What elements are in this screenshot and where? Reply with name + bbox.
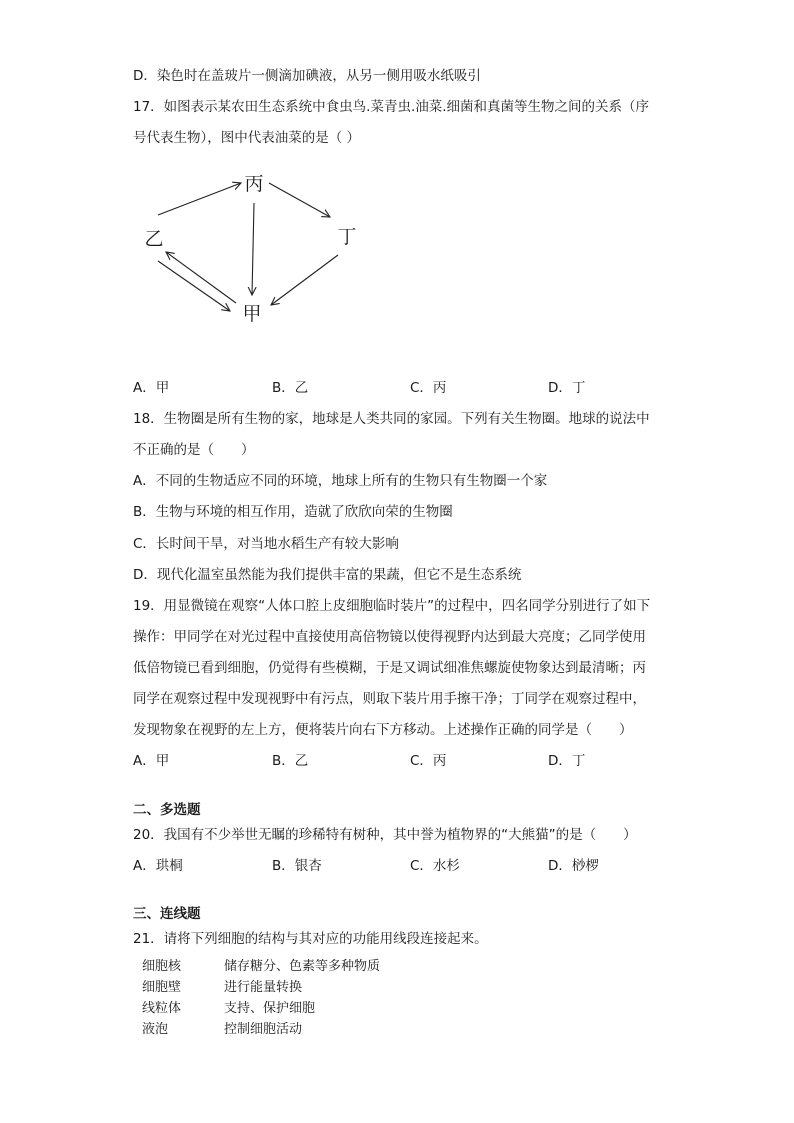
q19-stem-line1: 19．用显微镜在观察“人体口腔上皮细胞临时装片”的过程中，四名同学分别进行了如下 [133, 598, 651, 614]
match-function-label[interactable]: 控制细胞活动 [224, 1022, 303, 1037]
q17-options [133, 378, 693, 398]
arrow-bing-to-jia [252, 203, 254, 295]
node-yi: 乙 [144, 228, 164, 250]
q17-stem-line1: 17．如图表示某农田生态系统中食虫鸟.菜青虫.油菜.细菌和真菌等生物之间的关系（序 [133, 99, 650, 115]
q18-option-d[interactable]: D．现代化温室虽然能为我们提供丰富的果蔬，但它不是生态系统 [133, 567, 522, 583]
q17-option-c[interactable]: C．丙 [410, 380, 447, 396]
q19-option-d[interactable]: D．丁 [548, 753, 586, 769]
q17-stem-line2: 号代表生物），图中代表油菜的是（ ） [133, 130, 361, 146]
q17-option-b[interactable]: B．乙 [272, 380, 309, 396]
arrow-jia-to-yi [166, 252, 236, 303]
food-web-diagram [130, 165, 370, 335]
node-ding: 丁 [337, 226, 357, 248]
q17-option-d[interactable]: D．丁 [548, 380, 586, 396]
node-bing: 丙 [244, 173, 264, 195]
q20-stem: 20．我国有不少举世无瞩的珍稀特有树种，其中誉为植物界的“大熊猫”的是（ ） [133, 827, 637, 843]
arrow-ding-to-jia [271, 255, 338, 305]
q20-option-a[interactable]: A．珙桐 [133, 858, 183, 874]
arrow-bing-to-ding [269, 183, 330, 217]
match-structure-label[interactable]: 液泡 [142, 1022, 169, 1037]
match-structure-label[interactable]: 线粒体 [142, 1001, 182, 1016]
match-function-label[interactable]: 进行能量转换 [224, 980, 303, 995]
q18-stem-line2: 不正确的是（ ） [133, 442, 255, 458]
match-structure-label[interactable]: 细胞壁 [142, 980, 182, 995]
q18-option-c[interactable]: C．长时间干旱，对当地水稻生产有较大影响 [133, 536, 399, 552]
match-function-label[interactable]: 支持、保护细胞 [224, 1001, 316, 1016]
match-function-label[interactable]: 储存糖分、色素等多种物质 [224, 959, 381, 974]
q19-stem-line4: 同学在观察过程中发现视野中有污点，则取下装片用手擦干净；丁同学在观察过程中， [133, 691, 646, 707]
q19-stem-line5: 发现物象在视野的左上方，便将装片向右下方移动。上述操作正确的同学是（ ） [133, 722, 633, 738]
node-jia: 甲 [242, 303, 262, 325]
q18-stem-line1: 18．生物圈是所有生物的家，地球是人类共同的家园。下列有关生物圈。地球的说法中 [133, 411, 650, 427]
q20-option-d[interactable]: D．桫椤 [548, 858, 599, 874]
arrow-yi-to-bing [158, 183, 241, 215]
q18-option-b[interactable]: B．生物与环境的相互作用，造就了欣欣向荣的生物圈 [133, 504, 453, 520]
arrow-yi-to-jia [158, 261, 230, 311]
q16-option-d: D．染色时在盖玻片一侧滴加碘液，从另一侧用吸水纸吸引 [133, 68, 481, 84]
q19-stem-line2: 操作：甲同学在对光过程中直接使用高倍物镜以使得视野内达到最大亮度；乙同学使用 [133, 629, 646, 645]
section-matching-title: 三、连线题 [133, 906, 201, 922]
q19-stem-line3: 低倍物镜已看到细胞，仍觉得有些模糊，于是又调试细准焦螺旋使物象达到最清晰；丙 [133, 660, 646, 676]
match-structure-label[interactable]: 细胞核 [142, 959, 182, 974]
q19-option-c[interactable]: C．丙 [410, 753, 447, 769]
q18-option-a[interactable]: A．不同的生物适应不同的环境，地球上所有的生物只有生物圈一个家 [133, 473, 548, 489]
q19-option-a[interactable]: A．甲 [133, 753, 170, 769]
q19-option-b[interactable]: B．乙 [272, 753, 309, 769]
q20-option-c[interactable]: C．水杉 [410, 858, 460, 874]
q21-stem: 21．请将下列细胞的结构与其对应的功能用线段连接起来。 [133, 931, 488, 947]
section-multiple-choice-title: 二、多选题 [133, 802, 201, 818]
q20-options [133, 856, 693, 876]
q17-option-a[interactable]: A．甲 [133, 380, 170, 396]
q20-option-b[interactable]: B．银杏 [272, 858, 322, 874]
q19-options [133, 751, 693, 771]
